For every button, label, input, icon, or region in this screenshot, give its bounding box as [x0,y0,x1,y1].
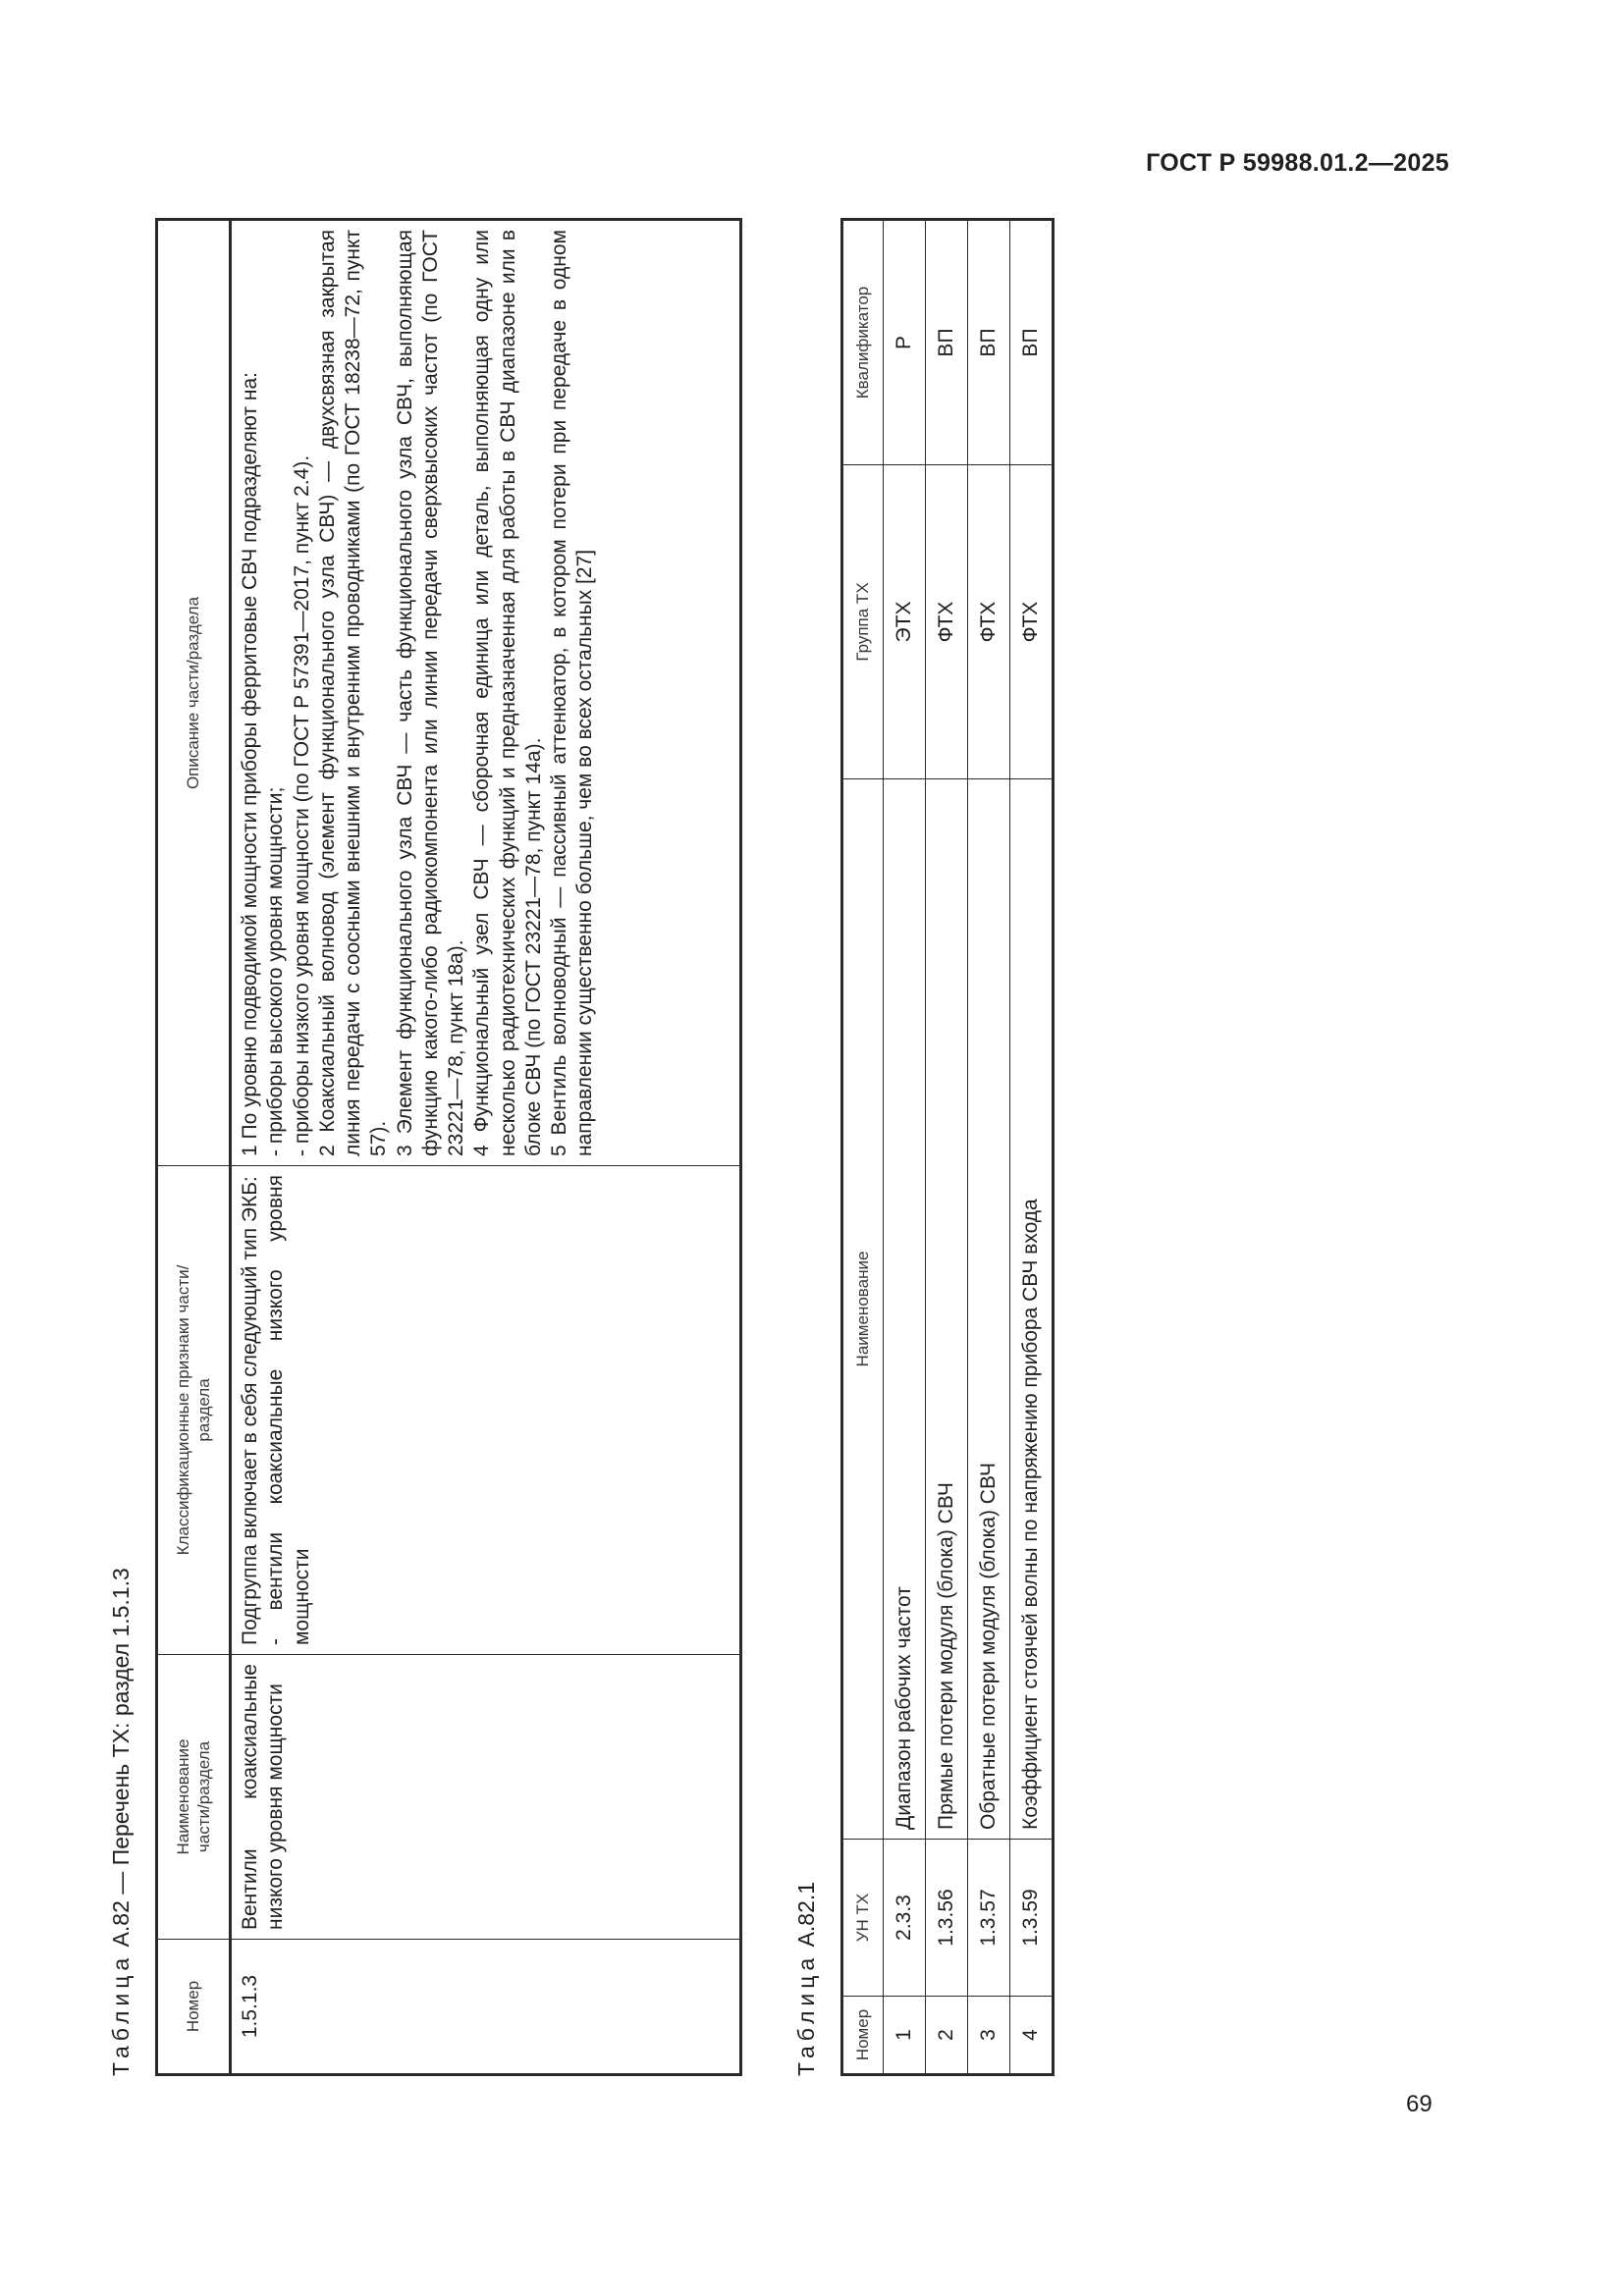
table-a82 [155,218,742,2076]
table2-caption [793,1882,820,2076]
features-line: Подгруппа включает в себя следующий тип ЭКБ: [239,1176,261,1645]
header-qualifier: Квалификатор [842,220,884,465]
table1-caption [108,1568,135,2076]
cell-code: 1.3.59 [1010,1840,1054,1997]
cell-name: Прямые потери модуля (блока) СВЧ [926,779,968,1840]
cell-qualifier: ВП [968,220,1010,465]
cell-code: 1.3.57 [968,1840,1010,1997]
cell-name: Обратные потери модуля (блока) СВЧ [968,779,1010,1840]
table1-caption-text: А.82 — Перечень ТХ: раздел 1.5.1.3 [108,1568,134,1948]
table-row [1010,220,1054,2075]
cell-number: 1.5.1.3 [231,1940,741,2075]
header-name: Наименование [842,779,884,1840]
table2-header-row [842,220,884,2075]
table2-caption-text: А.82.1 [793,1881,819,1948]
table-row [231,220,741,2075]
table-row [926,220,968,2075]
cell-code: 1.3.56 [926,1840,968,1997]
header-number: Номер [842,1997,884,2075]
cell-qualifier: ВП [1010,220,1054,465]
cell-group: ФТХ [1010,465,1054,779]
header-description: Описание части/раздела [157,220,231,1166]
table2-caption-word: Таблица [793,1952,819,2076]
cell-features [231,1166,741,1655]
cell-name: Диапазон рабочих частот [884,779,926,1840]
cell-code: 2.3.3 [884,1840,926,1997]
table-a82-1 [840,218,1055,2076]
header-group: Группа ТХ [842,465,884,779]
cell-number: 2 [926,1997,968,2075]
features-line: - вентили коаксиальные низкого уровня мощности [264,1175,313,1645]
header-number: Номер [157,1940,231,2075]
description-line: - приборы высокого уровня мощности; [264,786,288,1156]
cell-number: 1 [884,1997,926,2075]
table1-header-row [157,220,231,2075]
header-code: УН ТХ [842,1840,884,1997]
standard-code: ГОСТ Р 59988.01.2—2025 [1146,149,1449,177]
description-line: 1 По уровню подводимой мощности приборы ферритовые СВЧ подразделяют на: [239,372,261,1156]
table-row [968,220,1010,2075]
cell-group: ЭТХ [884,465,926,779]
header-features: Классификационные признаки части/раздела [157,1166,231,1655]
cell-group: ФТХ [968,465,1010,779]
description-line: 2 Коаксиальный волновод (элемент функционального узла СВЧ) — двухсвязная закрытая линия передачи с соосными внешним и внутренним проводниками (по ГОСТ 18238—72, пункт 57). [315,230,391,1156]
cell-number: 4 [1010,1997,1054,2075]
table-row [884,220,926,2075]
header-name: Наименование части/раздела [157,1655,231,1940]
rotated-tables [108,221,1326,2076]
page-number: 69 [1406,2091,1433,2117]
cell-group: ФТХ [926,465,968,779]
table1-caption-word: Таблица [108,1952,134,2076]
cell-name: Коэффициент стоячей волны по напряжению прибора СВЧ входа [1010,779,1054,1840]
cell-qualifier: Р [884,220,926,465]
description-line: 3 Элемент функционального узла СВЧ — часть функционального узла СВЧ, выполняющая функцию какого-либо радиокомпонента или линии передачи сверхвысоких частот (по ГОСТ 23221—78, пункт 18а). [393,230,467,1156]
cell-qualifier: ВП [926,220,968,465]
description-line: - приборы низкого уровня мощности (по ГОСТ Р 57391—2017, пункт 2.4). [290,454,313,1156]
cell-name: Вентили коаксиальные низкого уровня мощности [231,1655,741,1940]
description-line: 5 Вентиль волноводный — пассивный аттенюатор, в котором потери при передаче в одном направлении существенно больше, чем во всех остальных [27] [548,230,597,1156]
cell-number: 3 [968,1997,1010,2075]
cell-description [231,220,741,1166]
description-line: 4 Функциональный узел СВЧ — сборочная единица или деталь, выполняющая одну или несколько радиотехнических функций и предназначенная для работы в СВЧ диапазоне или в блоке СВЧ (по ГОСТ 23221—78, пункт 14а). [470,230,545,1156]
